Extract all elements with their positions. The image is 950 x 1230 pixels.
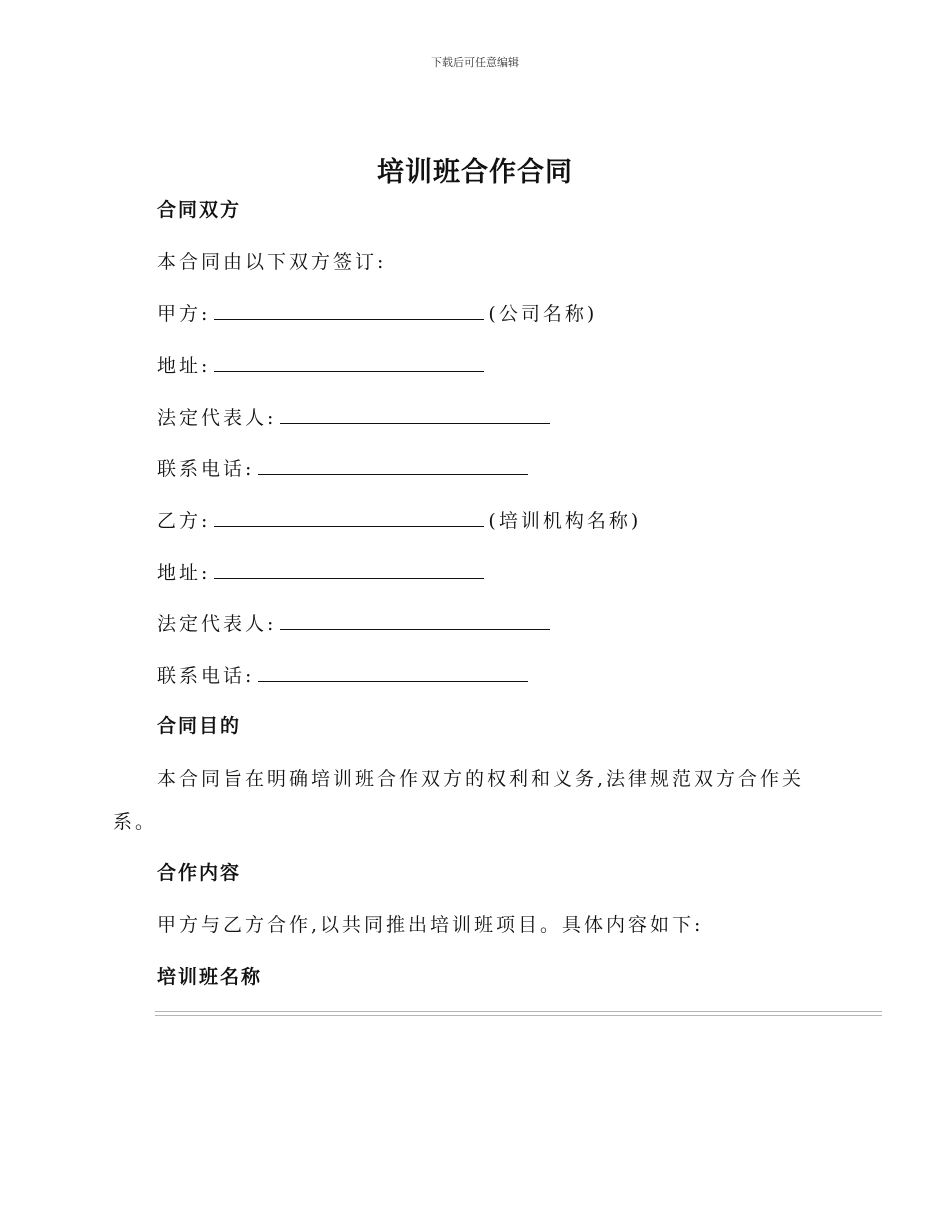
party-a-name-field[interactable] <box>214 301 484 320</box>
party-a-label: 甲方: <box>157 303 211 325</box>
heading-purpose: 合同目的 <box>157 715 242 737</box>
heading-content: 合作内容 <box>157 862 242 884</box>
party-b-rep-field[interactable] <box>280 611 550 630</box>
party-a-phone-row <box>157 456 532 481</box>
party-b-phone-label: 联系电话: <box>157 665 255 687</box>
party-b-row <box>157 508 641 533</box>
party-a-address-label: 地址: <box>157 355 211 377</box>
table-top-border <box>155 1011 882 1016</box>
party-a-address-row <box>157 353 488 378</box>
party-a-note: (公司名称) <box>488 303 598 325</box>
party-b-phone-field[interactable] <box>258 663 528 682</box>
party-a-rep-field[interactable] <box>280 405 550 424</box>
header-note: 下载后可任意编辑 <box>431 56 519 69</box>
party-b-rep-row <box>157 611 554 636</box>
document-title: 培训班合作合同 <box>377 157 573 188</box>
party-a-phone-field[interactable] <box>258 456 528 475</box>
heading-parties: 合同双方 <box>157 199 242 221</box>
party-a-address-field[interactable] <box>214 353 484 372</box>
party-a-row <box>157 301 597 326</box>
purpose-text-line2: 系。 <box>113 811 158 833</box>
party-b-address-label: 地址: <box>157 562 211 584</box>
party-b-note: (培训机构名称) <box>488 510 642 532</box>
purpose-text-line1: 本合同旨在明确培训班合作双方的权利和义务,法律规范双方合作关 <box>157 768 805 790</box>
party-b-phone-row <box>157 663 532 688</box>
party-b-name-field[interactable] <box>214 508 484 527</box>
party-b-address-field[interactable] <box>214 560 484 579</box>
content-text: 甲方与乙方合作,以共同推出培训班项目。具体内容如下: <box>157 914 704 936</box>
party-b-address-row <box>157 560 488 585</box>
party-b-label: 乙方: <box>157 510 211 532</box>
party-a-phone-label: 联系电话: <box>157 458 255 480</box>
party-a-rep-label: 法定代表人: <box>157 407 277 429</box>
party-a-rep-row <box>157 405 554 430</box>
intro-text: 本合同由以下双方签订: <box>157 251 387 273</box>
heading-class-name: 培训班名称 <box>157 966 263 988</box>
party-b-rep-label: 法定代表人: <box>157 613 277 635</box>
